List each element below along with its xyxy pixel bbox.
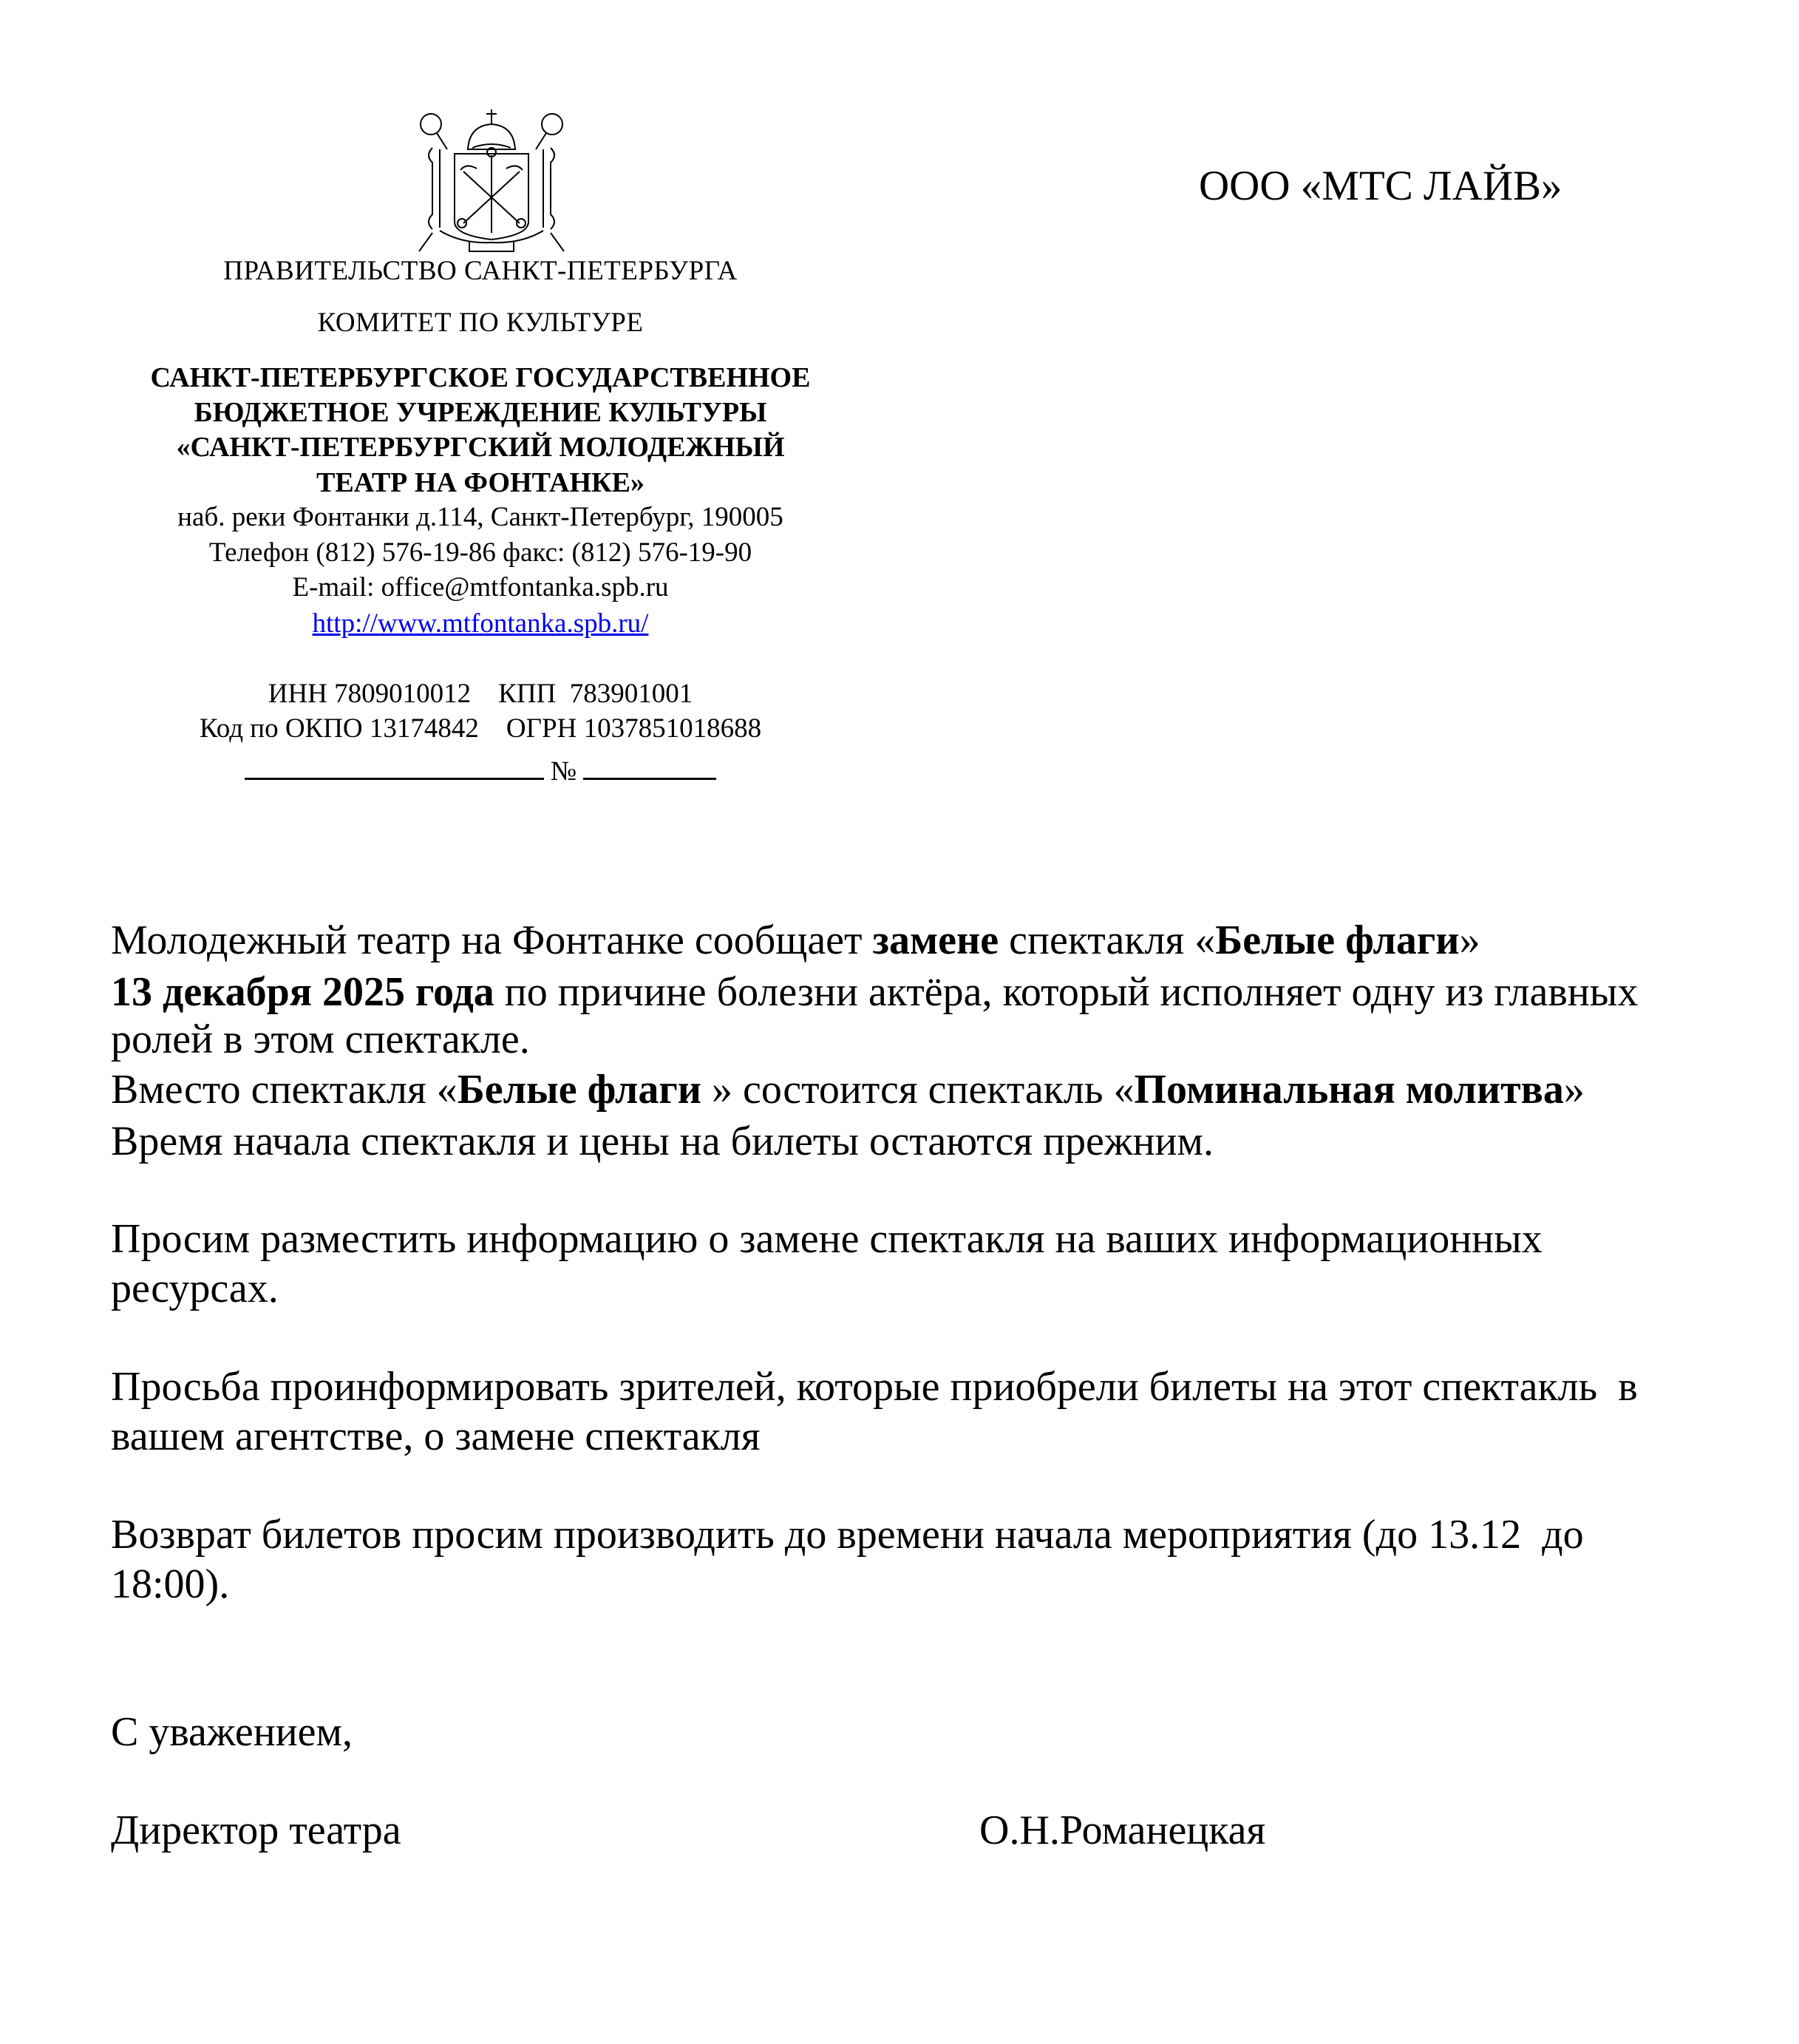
body-paragraph-3-line-1: Просьба проинформировать зрителей, которые приобрели билеты на этот спектакль в [111,1364,1638,1410]
phone-fax: Телефон (812) 576-19-86 факс: (812) 576-19-90 [208,537,752,568]
body-paragraph-1-line-4 [111,1065,1585,1115]
recipient: ООО «МТС ЛАЙВ» [1199,163,1562,209]
org-name-line: ТЕАТР НА ФОНТАНКЕ» [316,467,645,498]
text: спектакля « [999,917,1216,963]
body-paragraph-2-line-2: ресурсах. [111,1266,279,1311]
date-blank [245,753,544,780]
signatory-name: О.Н.Романецкая [979,1807,1266,1853]
text: Вместо спектакля « [111,1067,458,1113]
body-paragraph-1-line-5: Время начала спектакля и цены на билеты остаются прежним. [111,1118,1214,1164]
address: наб. реки Фонтанки д.114, Санкт-Петербург, 190005 [177,502,783,532]
email: E-mail: office@mtfontanka.spb.ru [292,572,669,602]
body-paragraph-3-line-2: вашем агентстве, о замене спектакля [111,1413,761,1459]
okpo-ogrn: Код по ОКПО 13174842 ОГРН 1037851018688 [199,713,762,744]
number-blank [583,753,716,780]
website-line [103,606,857,642]
text: » состоится спектакль « [712,1067,1135,1113]
emphasis: замене [872,917,999,963]
play-title-original: Белые флаги [1215,917,1460,963]
org-name-line: БЮДЖЕТНОЕ УЧРЕЖДЕНИЕ КУЛЬТУРЫ [194,397,767,428]
org-name-line: «САНКТ-ПЕТЕРБУРГСКИЙ МОЛОДЕЖНЫЙ [176,432,785,463]
play-title-original: Белые флаги [457,1067,713,1113]
org-name-line: САНКТ-ПЕТЕРБУРГСКОЕ ГОСУДАРСТВЕННОЕ [150,362,811,393]
text: по причине болезни актёра, который исполняет одну из главных [494,969,1639,1015]
body-paragraph-1-line-2 [111,967,1638,1017]
outgoing-number-line [103,753,857,790]
committee-name: КОМИТЕТ ПО КУЛЬТУРЕ [317,308,644,338]
closing-regards: С уважением, [111,1709,353,1755]
body-paragraph-1-line-1 [111,915,1480,965]
body-paragraph-4-line-1: Возврат билетов просим производить до времени начала мероприятия (до 13.12 до [111,1512,1584,1558]
website-link[interactable]: http://www.mtfontanka.spb.ru/ [312,608,649,639]
performance-date: 13 декабря 2025 года [111,969,494,1015]
text: » [1459,917,1480,963]
body-paragraph-2-line-1: Просим разместить информацию о замене спектакля на ваших информационных [111,1216,1543,1262]
signatory-title: Директор театра [111,1807,401,1853]
inn-kpp: ИНН 7809010012 КПП 783901001 [268,679,693,709]
government-name: ПРАВИТЕЛЬСТВО САНКТ-ПЕТЕРБУРГА [223,256,738,286]
text: » [1563,1067,1585,1113]
coat-of-arms-icon [410,103,573,259]
text: Молодежный театр на Фонтанке сообщает [111,917,873,963]
body-paragraph-1-line-3: ролей в этом спектакле. [111,1016,530,1062]
number-sign: № [550,756,577,787]
body-paragraph-4-line-2: 18:00). [111,1561,230,1607]
play-title-replacement: Поминальная молитва [1134,1067,1564,1113]
